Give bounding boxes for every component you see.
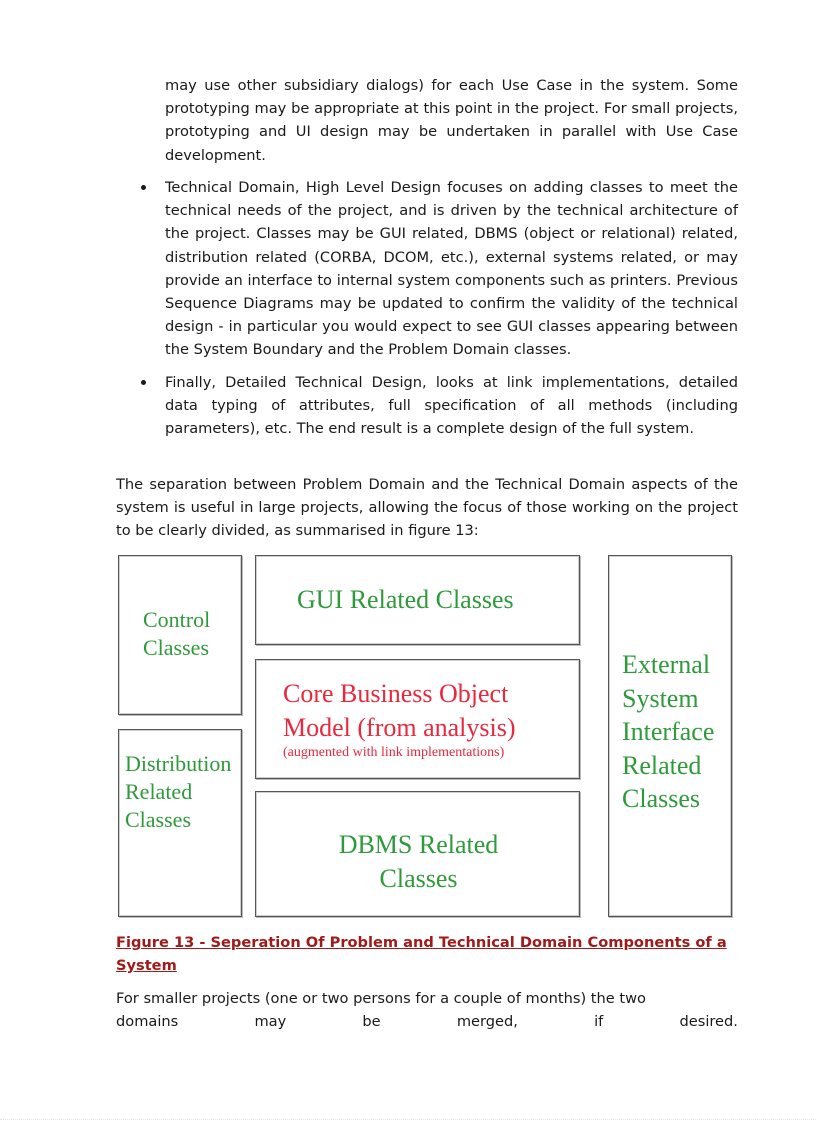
separation-paragraph: The separation between Problem Domain and the Technical Domain aspects of the system is useful in large projects, allowing the focus of those working on the project to be clearly divided, as summarised in figure 13: (116, 476, 738, 540)
gui-classes-box (255, 555, 580, 645)
distribution-classes-label: Distribution Related Classes (125, 751, 232, 832)
dbms-classes-box (255, 791, 580, 917)
control-classes-box (118, 555, 242, 715)
continuation-paragraph: may use other subsidiary dialogs) for each Use Case in the system. Some prototyping may be appropriate at this point in the project. For small projects, prototyping and UI design may be undertaken in parallel with Use Case development. (165, 77, 738, 164)
word: desired. (679, 1013, 738, 1031)
gui-classes-label: GUI Related Classes (297, 585, 514, 614)
bullet-list (136, 176, 738, 449)
control-classes-label: Control Classes (143, 607, 211, 660)
final-paragraph (116, 987, 738, 1033)
external-system-classes-box (608, 555, 732, 917)
bullet-icon (141, 185, 146, 190)
domain-components-figure (116, 553, 736, 921)
core-business-model-subtitle: (augmented with link implementations) (283, 745, 505, 760)
distribution-classes-box (118, 729, 242, 917)
page-footer-divider (0, 1119, 816, 1120)
word: be (362, 1013, 381, 1031)
bullet-icon (141, 380, 146, 385)
figure-caption: Figure 13 - Seperation Of Problem and Technical Domain Components of a System (116, 934, 727, 974)
bullet-text: Finally, Detailed Technical Design, looks at link implementations, detailed data typing of attributes, full specification of all methods (including parameters), etc. The end result is a complete design of the full system. (165, 373, 738, 438)
list-item (136, 371, 738, 441)
core-business-model-label: Core Business Object Model (from analysis) (283, 679, 516, 742)
word: if (594, 1013, 604, 1031)
word: domains (116, 1013, 179, 1031)
core-business-model-box (255, 659, 580, 779)
external-system-classes-label: External System Interface Related Classes (622, 650, 715, 814)
list-item (136, 176, 738, 362)
word: may (254, 1013, 287, 1031)
bullet-text: Technical Domain, High Level Design focuses on adding classes to meet the technical needs of the project, and is driven by the technical architecture of the project. Classes may be GUI related, DBMS (object or relational) related, distribution related (CORBA, DCOM, etc.), external systems related, or may provide an interface to internal system components such as printers. Previous Sequence Diagrams may be updated to confirm the validity of the technical design - in particular you would expect to see GUI classes appearing between the System Boundary and the Problem Domain classes. (165, 179, 738, 359)
word: merged, (456, 1013, 518, 1031)
final-paragraph-line-2 (116, 1010, 738, 1033)
dbms-classes-label: DBMS Related Classes (338, 830, 499, 893)
final-paragraph-line-1: For smaller projects (one or two persons for a couple of months) the two (116, 990, 646, 1007)
